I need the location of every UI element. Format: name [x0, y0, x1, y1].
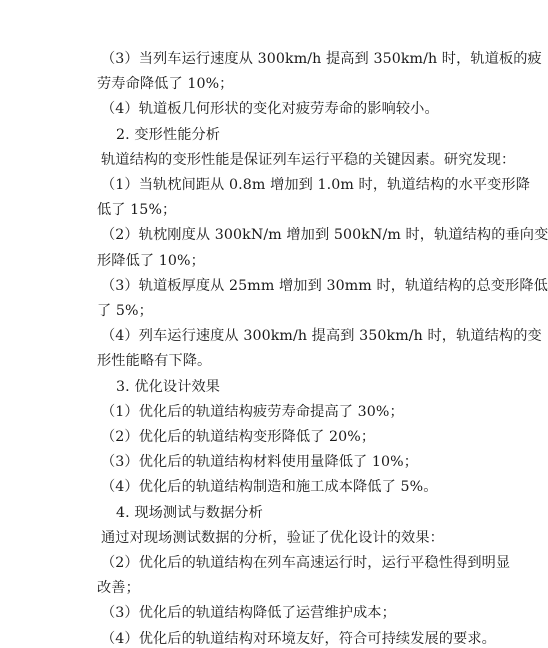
- text-line: （4）优化后的轨道结构制造和施工成本降低了 5%。: [101, 479, 438, 496]
- text-line: （4）轨道板几何形状的变化对疲劳寿命的影响较小。: [101, 101, 439, 118]
- text-line: （2）优化后的轨道结构在列车高速运行时，运行平稳性得到明显: [101, 555, 511, 571]
- text-line: 轨道结构的变形性能是保证列车运行平稳的关键因素。研究发现：: [101, 151, 516, 168]
- text-line: （3）优化后的轨道结构降低了运营维护成本；: [101, 605, 396, 622]
- text-line: 改善；: [97, 580, 140, 597]
- text-line: 形降低了 10%；: [97, 252, 205, 269]
- text-line: 形性能略有下降。: [97, 353, 212, 370]
- text-line: 通过对现场测试数据的分析，验证了优化设计的效果：: [101, 529, 444, 546]
- text-line: （2）优化后的轨道结构变形降低了 20%；: [101, 429, 376, 445]
- text-line: 了 5%；: [97, 303, 153, 319]
- text-line: （4）优化后的轨道结构对环境友好，符合可持续发展的要求。: [101, 630, 496, 647]
- section-heading: 4. 现场测试与数据分析: [116, 504, 263, 521]
- section-heading: 2. 变形性能分析: [116, 126, 221, 143]
- text-line: （3）轨道板厚度从 25mm 增加到 30mm 时，轨道结构的总变形降低: [101, 277, 548, 294]
- text-line: 劳寿命降低了 10%；: [97, 76, 234, 93]
- text-line: （2）轨枕刚度从 300kN/m 增加到 500kN/m 时，轨道结构的垂向变: [101, 227, 548, 244]
- section-heading: 3. 优化设计效果: [116, 378, 221, 395]
- text-line: （4）列车运行速度从 300km/h 提高到 350km/h 时，轨道结构的变: [101, 328, 542, 345]
- text-line: （1）优化后的轨道结构疲劳寿命提高了 30%；: [101, 403, 404, 420]
- text-line: （3）优化后的轨道结构材料使用量降低了 10%；: [101, 454, 419, 471]
- text-line: （1）当轨枕间距从 0.8m 增加到 1.0m 时，轨道结构的水平变形降: [101, 177, 531, 193]
- text-line: 低了 15%；: [97, 202, 177, 219]
- text-line: （3）当列车运行速度从 300km/h 提高到 350km/h 时，轨道板的疲: [101, 51, 542, 67]
